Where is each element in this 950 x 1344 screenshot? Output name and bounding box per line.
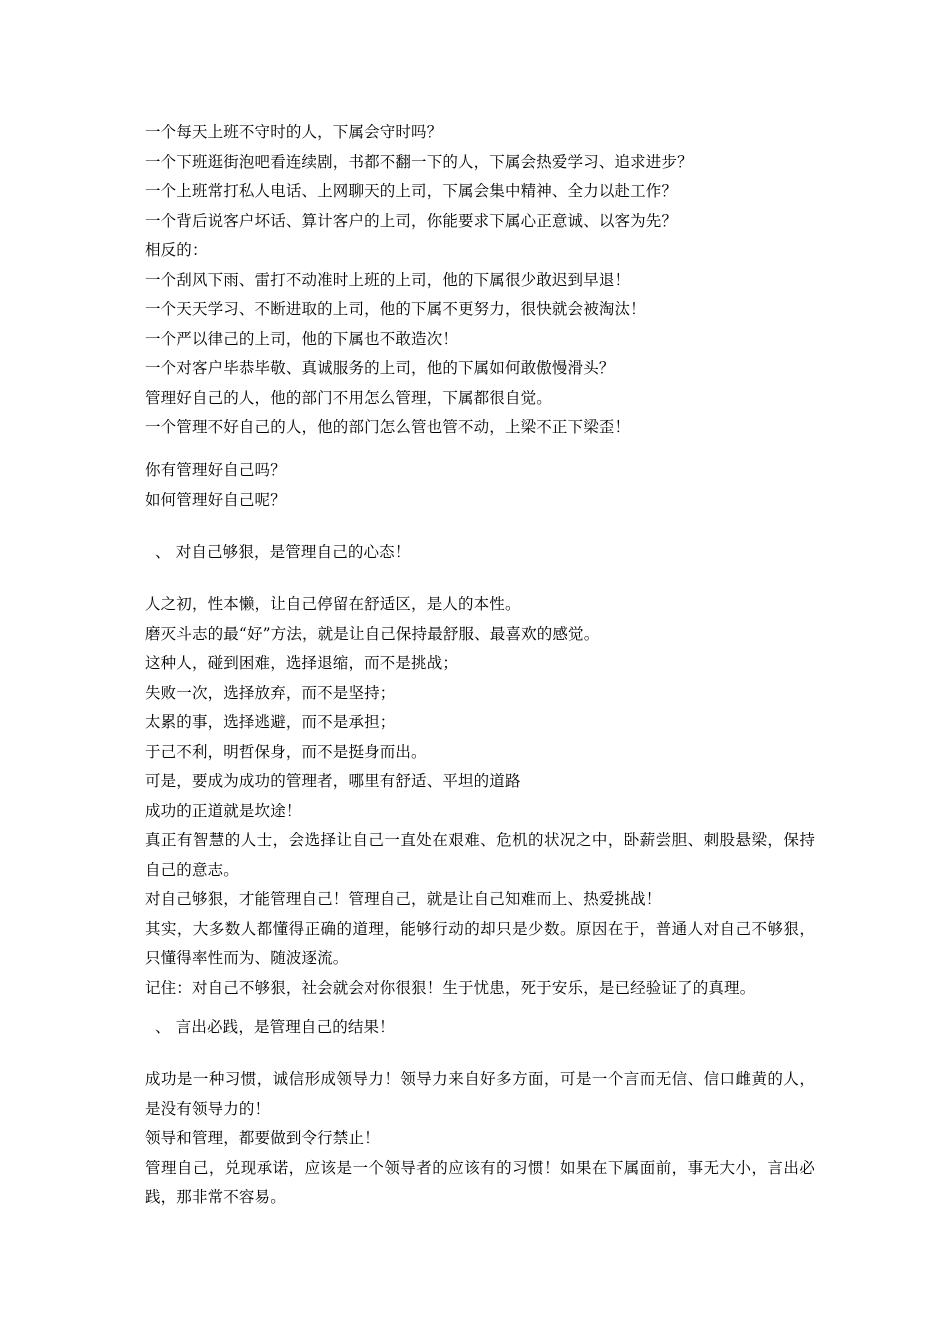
text-line: 一个严以律己的上司，他的下属也不敢造次！ — [145, 329, 459, 348]
section1-body — [145, 590, 815, 1003]
text-line: 一个上班常打私人电话、上网聊天的上司，下属会集中精神、全力以赴工作？ — [145, 182, 678, 200]
question-line: 你有管理好自己吗？ — [145, 461, 286, 479]
text-line: 人之初，性本懒，让自己停留在舒适区，是人的本性。 — [145, 595, 521, 613]
section2-body — [145, 1065, 815, 1213]
text-line: 记住：对自己不够狠，社会就会对你很狠！生于忧患，死于安乐，是已经验证了的真理。 — [145, 978, 756, 997]
text-line: 领导和管理，都要做到令行禁止！ — [145, 1129, 380, 1147]
text-line: 对自己够狠，才能管理自己！管理自己，就是让自己知难而上、热爱挑战！ — [145, 890, 662, 908]
text-line: 一个刮风下雨、雷打不动准时上班的上司，他的下属很少敢迟到早退！ — [145, 270, 631, 289]
text-line: 于己不利，明哲保身，而不是挺身而出。 — [145, 742, 427, 761]
text-line: 成功的正道就是坎途！ — [145, 801, 302, 820]
section2-heading-block — [155, 1013, 825, 1043]
paragraph: 其实，大多数人都懂得正确的道理，能够行动的却只是少数。原因在于，普通人对自己不够狠，只懂得率性而为、随波逐流。 — [145, 919, 815, 967]
text-line: 一个每天上班不守时的人，下属会守时吗？ — [145, 123, 443, 141]
paragraph: 成功是一种习惯，诚信形成领导力！领导力来自好多方面，可是一个言而无信、信口雌黄的人，是没有领导力的！ — [145, 1070, 815, 1118]
text-line: 这种人，碰到困难，选择退缩，而不是挑战； — [145, 654, 459, 672]
questions-block — [145, 456, 815, 515]
question-line: 如何管理好自己呢？ — [145, 490, 286, 509]
text-line: 可是，要成为成功的管理者，哪里有舒适、平坦的道路 — [145, 772, 521, 790]
section1-heading-block — [155, 538, 825, 568]
paragraph: 真正有智慧的人士，会选择让自己一直处在艰难、危机的状况之中，卧薪尝胆、刺股悬梁，保持自己的意志。 — [145, 831, 815, 879]
section-heading: 、 言出必践，是管理自己的结果！ — [155, 1018, 395, 1036]
text-line: 一个天天学习、不断进取的上司，他的下属不更努力，很快就会被淘汰！ — [145, 300, 646, 318]
text-line: 一个管理不好自己的人，他的部门怎么管也管不动，上梁不正下梁歪！ — [145, 418, 631, 436]
text-line: 失败一次，选择放弃，而不是坚持； — [145, 683, 396, 702]
text-line: 磨灭斗志的最“好”方法，就是让自己保持最舒服、最喜欢的感觉。 — [145, 624, 600, 643]
text-line: 太累的事，选择逃避，而不是承担； — [145, 713, 396, 731]
intro-block — [145, 118, 815, 443]
paragraph: 管理自己，兑现承诺，应该是一个领导者的应该有的习惯！如果在下属面前，事无大小，言出必践，那非常不容易。 — [145, 1158, 815, 1206]
text-line: 管理好自己的人，他的部门不用怎么管理，下属都很自觉。 — [145, 388, 552, 407]
text-line: 一个背后说客户坏话、算计客户的上司，你能要求下属心正意诚、以客为先？ — [145, 211, 678, 230]
text-line: 一个对客户毕恭毕敬、真诚服务的上司，他的下属如何敢傲慢滑头？ — [145, 359, 615, 377]
section-heading: 、 对自己够狠，是管理自己的心态！ — [155, 543, 411, 561]
text-line: 相反的： — [145, 241, 208, 259]
text-line: 一个下班逛街泡吧看连续剧，书都不翻一下的人，下属会热爱学习、追求进步？ — [145, 152, 693, 171]
